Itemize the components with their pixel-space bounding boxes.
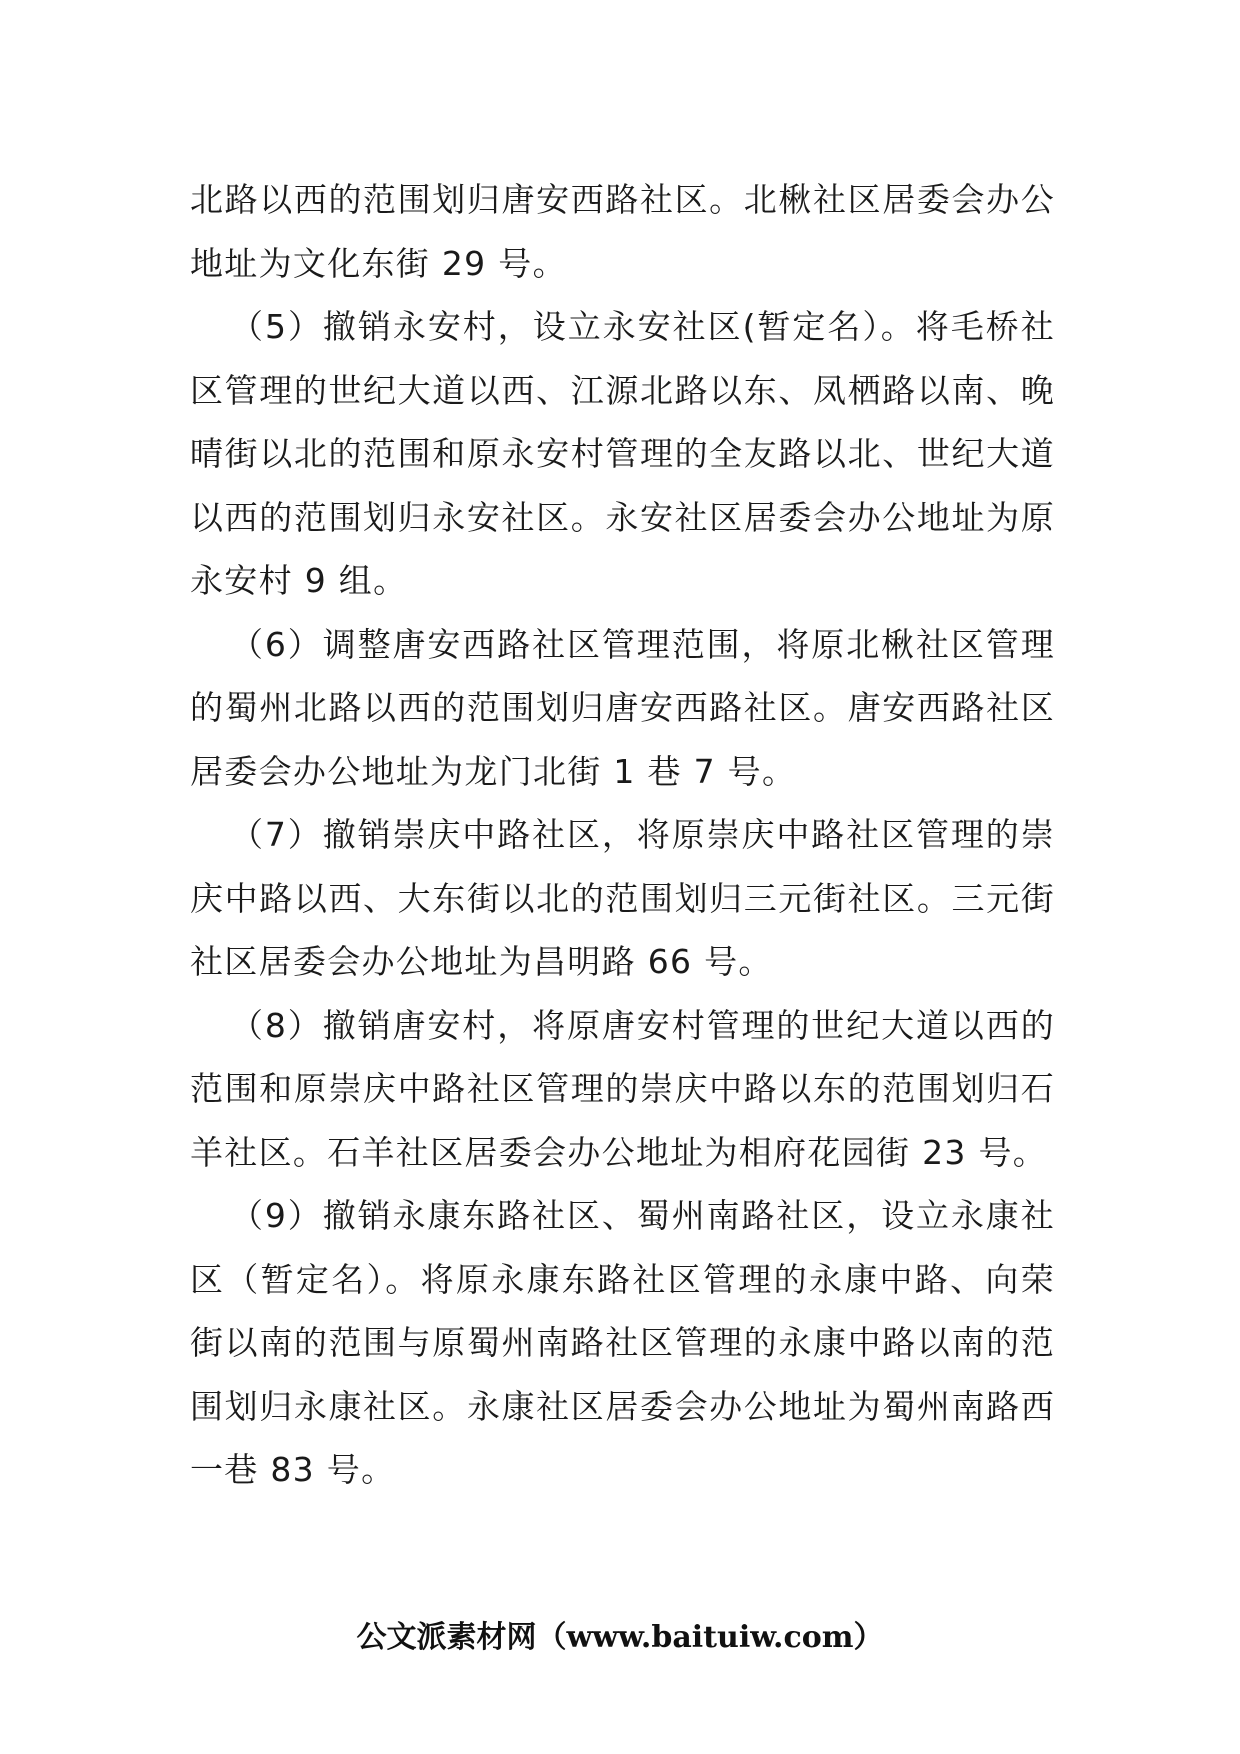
page-footer-source: 公文派素材网（www.baituiw.com） (356, 1620, 884, 1655)
paragraph-item-9: （9）撤销永康东路社区、蜀州南路社区，设立永康社区（暂定名）。将原永康东路社区管理的永康中路、向荣街以南的范围与原蜀州南路社区管理的永康中路以南的范围划归永康社区。永康社区居委会办公地址为蜀州南路西一巷 83 号。 (190, 1196, 1055, 1489)
paragraph-item-7: （7）撤销崇庆中路社区，将原崇庆中路社区管理的崇庆中路以西、大东街以北的范围划归三元街社区。三元街社区居委会办公地址为昌明路 66 号。 (190, 815, 1055, 981)
document-body (190, 168, 1055, 1502)
paragraph-continuation: 北路以西的范围划归唐安西路社区。北楸社区居委会办公地址为文化东街 29 号。 (190, 180, 1055, 283)
paragraph-item-8: （8）撤销唐安村，将原唐安村管理的世纪大道以西的范围和原崇庆中路社区管理的崇庆中路以东的范围划归石羊社区。石羊社区居委会办公地址为相府花园街 23 号。 (190, 1005, 1055, 1172)
paragraph-item-6: （6）调整唐安西路社区管理范围，将原北楸社区管理的蜀州北路以西的范围划归唐安西路社区。唐安西路社区居委会办公地址为龙门北街 1 巷 7 号。 (190, 624, 1055, 791)
paragraph-item-5: （5）撤销永安村，设立永安社区(暂定名）。将毛桥社区管理的世纪大道以西、江源北路以东、凤栖路以南、晚晴街以北的范围和原永安村管理的全友路以北、世纪大道以西的范围划归永安社区。永安社区居委会办公地址为原永安村 9 组。 (190, 307, 1055, 600)
